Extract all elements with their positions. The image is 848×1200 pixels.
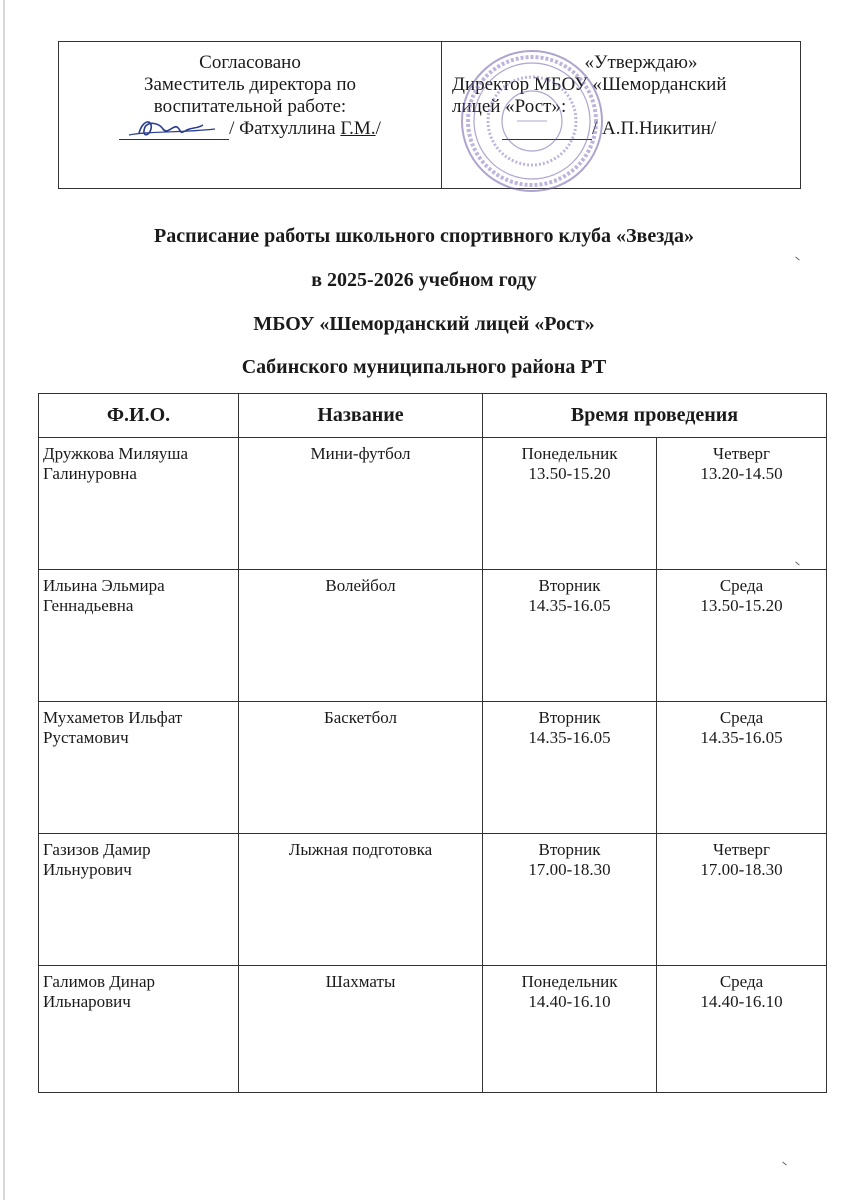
session-day: Среда xyxy=(719,972,764,991)
director-title-cont: лицей «Рост»: xyxy=(452,96,567,117)
coach-name: Дружкова Миляуша Галинуровна xyxy=(39,438,239,570)
coach-name: Мухаметов Ильфат Рустамович xyxy=(39,702,239,834)
coach-name: Галимов Динар Ильнарович xyxy=(39,966,239,1093)
school-seal xyxy=(457,46,607,196)
director-title: Директор МБОУ «Шеморданский xyxy=(452,74,727,95)
deputy-name-suffix: / xyxy=(375,118,381,139)
table-row xyxy=(39,570,827,702)
document-subtitle-year: в 2025-2026 учебном году xyxy=(311,269,537,291)
session-time: 14.35-16.05 xyxy=(528,596,611,615)
session-1 xyxy=(483,438,657,570)
session-time: 14.35-16.05 xyxy=(700,728,783,747)
document-subtitle-district: Сабинского муниципального района РТ xyxy=(241,356,607,378)
table-row xyxy=(39,702,827,834)
deputy-title-cont: воспитательной работе: xyxy=(153,96,347,117)
header-time: Время проведения xyxy=(483,394,827,438)
session-2 xyxy=(657,570,827,702)
session-day: Понедельник xyxy=(521,444,618,463)
activity-name: Мини-футбол xyxy=(239,438,483,570)
scan-edge xyxy=(3,0,5,1200)
session-day: Среда xyxy=(719,708,764,727)
session-time: 14.40-16.10 xyxy=(700,992,783,1011)
session-1 xyxy=(483,570,657,702)
session-day: Вторник xyxy=(538,708,601,727)
scan-speck xyxy=(795,257,799,261)
session-time: 14.35-16.05 xyxy=(528,728,611,747)
session-time: 17.00-18.30 xyxy=(528,860,611,879)
session-day: Четверг xyxy=(713,840,770,859)
document-subtitle-school: МБОУ «Шеморданский лицей «Рост» xyxy=(253,313,595,335)
coach-name: Газизов Дамир Ильнурович xyxy=(39,834,239,966)
activity-name: Баскетбол xyxy=(239,702,483,834)
session-1 xyxy=(483,702,657,834)
table-row xyxy=(39,834,827,966)
session-2 xyxy=(657,966,827,1093)
session-day: Вторник xyxy=(538,576,601,595)
session-time: 13.50-15.20 xyxy=(528,464,611,483)
session-time: 13.20-14.50 xyxy=(700,464,783,483)
header-name: Ф.И.О. xyxy=(39,394,239,438)
deputy-signature xyxy=(119,115,229,143)
document-title: Расписание работы школьного спортивного клуба «Звезда» xyxy=(153,225,695,247)
deputy-name-prefix: / Фатхуллина xyxy=(229,118,341,139)
session-time: 17.00-18.30 xyxy=(700,860,783,879)
session-1 xyxy=(483,966,657,1093)
agreed-label: Согласовано xyxy=(199,52,301,73)
session-1 xyxy=(483,834,657,966)
activity-name: Волейбол xyxy=(239,570,483,702)
activity-name: Лыжная подготовка xyxy=(239,834,483,966)
approve-label: «Утверждаю» xyxy=(584,52,698,73)
session-2 xyxy=(657,834,827,966)
session-day: Четверг xyxy=(713,444,770,463)
table-row xyxy=(39,438,827,570)
table-row xyxy=(39,966,827,1093)
deputy-signature-blank xyxy=(119,121,229,140)
approval-agreed-block xyxy=(59,42,442,189)
scan-speck xyxy=(782,1162,786,1166)
schedule-header-row xyxy=(39,394,827,438)
deputy-title: Заместитель директора по xyxy=(143,74,357,95)
session-day: Вторник xyxy=(538,840,601,859)
session-time: 14.40-16.10 xyxy=(528,992,611,1011)
approval-approve-block xyxy=(442,42,801,189)
deputy-initials: Г.М. xyxy=(340,118,376,139)
header-activity: Название xyxy=(239,394,483,438)
session-time: 13.50-15.20 xyxy=(700,596,783,615)
approval-header xyxy=(58,41,801,189)
schedule-table xyxy=(38,393,827,1093)
session-day: Среда xyxy=(719,576,764,595)
deputy-signature-line xyxy=(59,118,441,140)
session-day: Понедельник xyxy=(521,972,618,991)
activity-name: Шахматы xyxy=(239,966,483,1093)
session-2 xyxy=(657,702,827,834)
coach-name: Ильина Эльмира Геннадьевна xyxy=(39,570,239,702)
director-name: / А.П.Никитин/ xyxy=(592,118,717,139)
session-2 xyxy=(657,438,827,570)
